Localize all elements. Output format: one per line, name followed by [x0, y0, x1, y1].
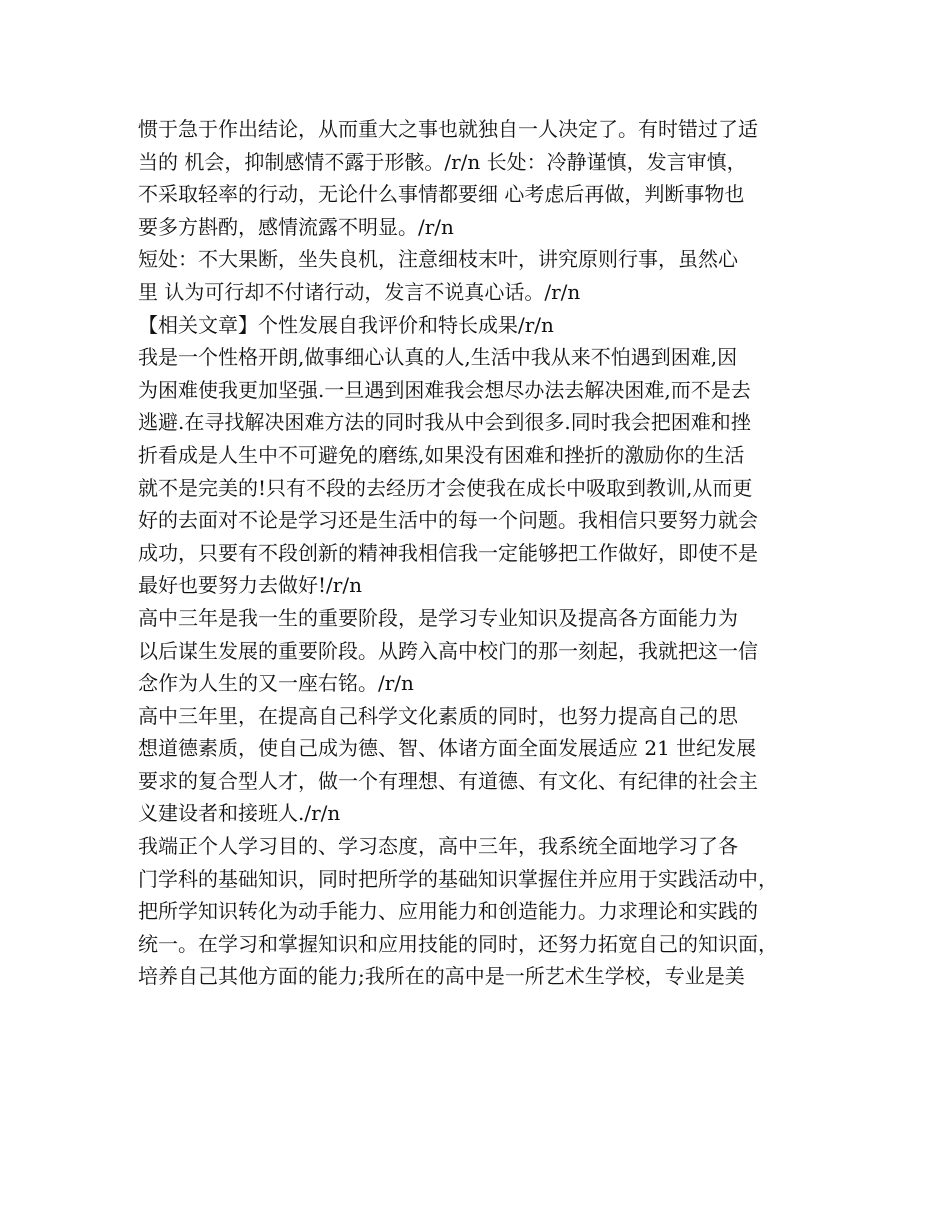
- text-line: 把所学知识转化为动手能力、应用能力和创造能力。力求理论和实践的: [138, 899, 758, 924]
- text-line: 想道德素质，使自己成为德、智、体诸方面全面发展适应 21 世纪发展: [138, 736, 757, 761]
- text-line: 逃避.在寻找解决困难方法的同时我从中会到很多.同时我会把困难和挫: [138, 410, 751, 435]
- text-line: 我端正个人学习目的、学习态度，高中三年，我系统全面地学习了各: [138, 834, 738, 859]
- text-line: 高中三年里，在提高自己科学文化素质的同时，也努力提高自己的思: [138, 703, 738, 728]
- text-line: 要求的复合型人才，做一个有理想、有道德、有文化、有纪律的社会主: [138, 768, 758, 793]
- text-line: 为困难使我更加坚强.一旦遇到困难我会想尽办法去解决困难,而不是去: [138, 377, 751, 402]
- text-line: 折看成是人生中不可避免的磨练,如果没有困难和挫折的激励你的生活: [138, 442, 745, 467]
- text-line: 不采取轻率的行动，无论什么事情都要细 心考虑后再做，判断事物也: [138, 182, 745, 207]
- text-line: 义建设者和接班人./r/n: [138, 801, 341, 826]
- text-line: 要多方斟酌，感情流露不明显。/r/n: [138, 214, 454, 239]
- text-line: 最好也要努力去做好!/r/n: [138, 573, 362, 598]
- text-line: 统一。在学习和掌握知识和应用技能的同时，还努力拓宽自己的知识面，: [138, 931, 778, 956]
- text-line: 里 认为可行却不付诸行动，发言不说真心话。/r/n: [138, 279, 581, 304]
- text-line: 当的 机会，抑制感情不露于形骸。/r/n 长处：冷静谨慎，发言审慎，: [138, 149, 747, 174]
- text-line: 高中三年是我一生的重要阶段，是学习专业知识及提高各方面能力为: [138, 605, 738, 630]
- text-line: 培养自己其他方面的能力;我所在的高中是一所艺术生学校，专业是美: [138, 964, 745, 989]
- text-line: 门学科的基础知识，同时把所学的基础知识掌握住并应用于实践活动中，: [138, 866, 778, 891]
- text-line: 我是一个性格开朗,做事细心认真的人,生活中我从来不怕遇到困难,因: [138, 345, 738, 370]
- text-line: 成功，只要有不段创新的精神我相信我一定能够把工作做好，即使不是: [138, 540, 758, 565]
- text-line: 短处：不大果断，坐失良机，注意细枝末叶，讲究原则行事，虽然心: [138, 247, 738, 272]
- text-line: 就不是完美的!只有不段的去经历才会使我在成长中吸取到教训,从而更: [138, 475, 753, 500]
- related-article-heading: 【相关文章】个性发展自我评价和特长成果/r/n: [138, 312, 554, 337]
- text-line: 惯于急于作出结论，从而重大之事也就独自一人决定了。有时错过了适: [138, 117, 758, 141]
- document-body: [138, 113, 828, 993]
- text-line: 以后谋生发展的重要阶段。从跨入高中校门的那一刻起，我就把这一信: [138, 638, 758, 663]
- text-line: 念作为人生的又一座右铭。/r/n: [138, 671, 414, 696]
- text-line: 好的去面对不论是学习还是生活中的每一个问题。我相信只要努力就会: [138, 508, 758, 533]
